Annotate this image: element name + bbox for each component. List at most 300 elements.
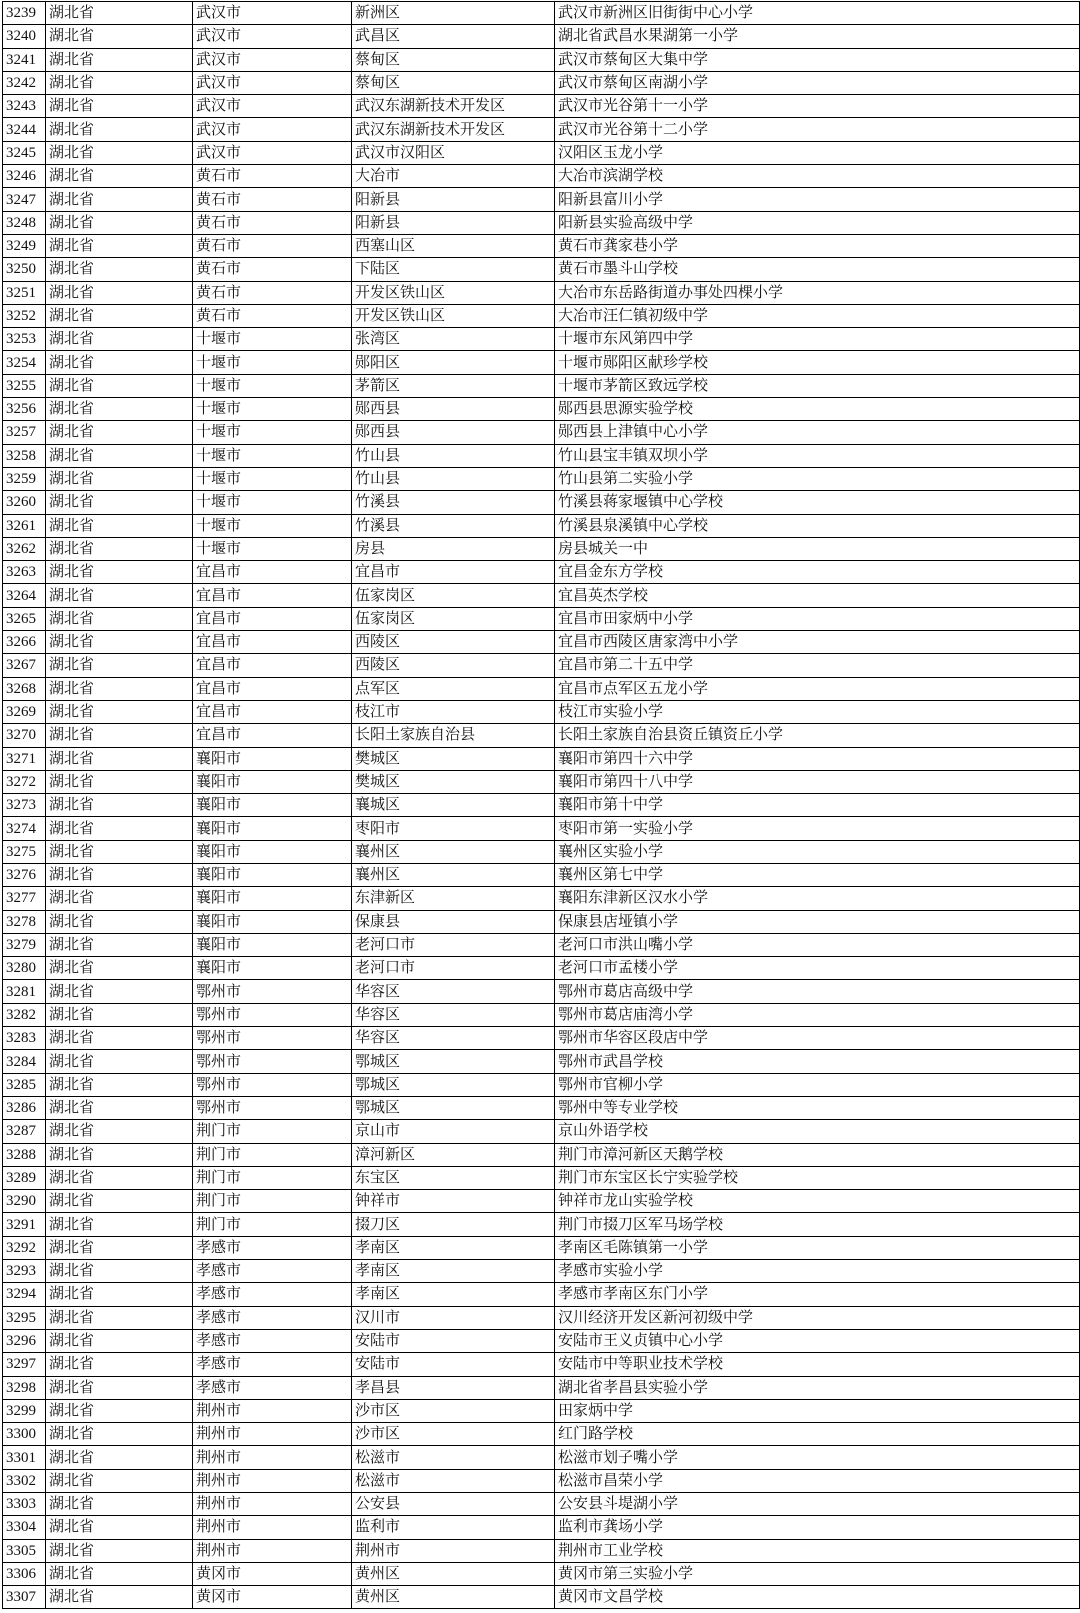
- row-number-cell: 3297: [3, 1353, 46, 1376]
- province-cell: 湖北省: [46, 1306, 193, 1329]
- row-number-cell: 3277: [3, 887, 46, 910]
- province-cell: 湖北省: [46, 607, 193, 630]
- table-row: [3, 1260, 1080, 1283]
- school-name-cell: 孝感市实验小学: [555, 1260, 1080, 1283]
- school-name-cell: 荆州市工业学校: [555, 1539, 1080, 1562]
- row-number-cell: 3273: [3, 794, 46, 817]
- province-cell: 湖北省: [46, 700, 193, 723]
- row-number-cell: 3301: [3, 1446, 46, 1469]
- row-number-cell: 3294: [3, 1283, 46, 1306]
- district-cell: 黄州区: [352, 1586, 555, 1609]
- district-cell: 阳新县: [352, 188, 555, 211]
- province-cell: 湖北省: [46, 537, 193, 560]
- district-cell: 汉川市: [352, 1306, 555, 1329]
- table-row: [3, 1096, 1080, 1119]
- district-cell: 樊城区: [352, 770, 555, 793]
- school-name-cell: 竹溪县泉溪镇中心学校: [555, 514, 1080, 537]
- city-cell: 荆州市: [193, 1423, 352, 1446]
- school-name-cell: 松滋市划子嘴小学: [555, 1446, 1080, 1469]
- district-cell: 伍家岗区: [352, 607, 555, 630]
- district-cell: 茅箭区: [352, 374, 555, 397]
- school-name-cell: 十堰市东风第四中学: [555, 328, 1080, 351]
- school-name-cell: 武汉市新洲区旧街街中心小学: [555, 2, 1080, 25]
- province-cell: 湖北省: [46, 724, 193, 747]
- city-cell: 黄石市: [193, 258, 352, 281]
- province-cell: 湖北省: [46, 165, 193, 188]
- city-cell: 宜昌市: [193, 561, 352, 584]
- district-cell: 竹溪县: [352, 514, 555, 537]
- city-cell: 孝感市: [193, 1306, 352, 1329]
- school-name-cell: 郧西县思源实验学校: [555, 398, 1080, 421]
- table-row: [3, 1120, 1080, 1143]
- province-cell: 湖北省: [46, 1236, 193, 1259]
- province-cell: 湖北省: [46, 1539, 193, 1562]
- table-row: [3, 1143, 1080, 1166]
- school-name-cell: 宜昌市第二十五中学: [555, 654, 1080, 677]
- school-name-cell: 钟祥市龙山实验学校: [555, 1190, 1080, 1213]
- school-name-cell: 黄冈市文昌学校: [555, 1586, 1080, 1609]
- table-row: [3, 1586, 1080, 1609]
- province-cell: 湖北省: [46, 398, 193, 421]
- school-name-cell: 襄阳市第十中学: [555, 794, 1080, 817]
- row-number-cell: 3256: [3, 398, 46, 421]
- row-number-cell: 3249: [3, 234, 46, 257]
- district-cell: 华容区: [352, 980, 555, 1003]
- school-name-cell: 竹山县第二实验小学: [555, 467, 1080, 490]
- table-row: [3, 398, 1080, 421]
- school-name-cell: 大冶市东岳路街道办事处四棵小学: [555, 281, 1080, 304]
- city-cell: 宜昌市: [193, 631, 352, 654]
- school-name-cell: 鄂州市武昌学校: [555, 1050, 1080, 1073]
- school-name-cell: 湖北省武昌水果湖第一小学: [555, 25, 1080, 48]
- table-row: [3, 654, 1080, 677]
- row-number-cell: 3257: [3, 421, 46, 444]
- table-row: [3, 537, 1080, 560]
- city-cell: 武汉市: [193, 2, 352, 25]
- city-cell: 荆州市: [193, 1493, 352, 1516]
- city-cell: 鄂州市: [193, 1073, 352, 1096]
- city-cell: 十堰市: [193, 537, 352, 560]
- province-cell: 湖北省: [46, 1073, 193, 1096]
- district-cell: 东津新区: [352, 887, 555, 910]
- row-number-cell: 3239: [3, 2, 46, 25]
- table-row: [3, 863, 1080, 886]
- city-cell: 荆门市: [193, 1143, 352, 1166]
- district-cell: 公安县: [352, 1493, 555, 1516]
- province-cell: 湖北省: [46, 561, 193, 584]
- province-cell: 湖北省: [46, 141, 193, 164]
- table-row: [3, 1423, 1080, 1446]
- district-cell: 伍家岗区: [352, 584, 555, 607]
- city-cell: 黄石市: [193, 234, 352, 257]
- row-number-cell: 3280: [3, 957, 46, 980]
- city-cell: 荆州市: [193, 1469, 352, 1492]
- city-cell: 孝感市: [193, 1283, 352, 1306]
- province-cell: 湖北省: [46, 1469, 193, 1492]
- school-name-cell: 襄阳市第四十六中学: [555, 747, 1080, 770]
- table-row: [3, 1539, 1080, 1562]
- table-row: [3, 304, 1080, 327]
- province-cell: 湖北省: [46, 1376, 193, 1399]
- city-cell: 襄阳市: [193, 840, 352, 863]
- city-cell: 武汉市: [193, 71, 352, 94]
- city-cell: 十堰市: [193, 421, 352, 444]
- school-name-cell: 竹山县宝丰镇双坝小学: [555, 444, 1080, 467]
- table-row: [3, 980, 1080, 1003]
- row-number-cell: 3289: [3, 1166, 46, 1189]
- province-cell: 湖北省: [46, 1166, 193, 1189]
- table-row: [3, 631, 1080, 654]
- row-number-cell: 3282: [3, 1003, 46, 1026]
- table-row: [3, 1050, 1080, 1073]
- school-name-cell: 孝感市孝南区东门小学: [555, 1283, 1080, 1306]
- row-number-cell: 3275: [3, 840, 46, 863]
- province-cell: 湖北省: [46, 957, 193, 980]
- table-row: [3, 1562, 1080, 1585]
- city-cell: 襄阳市: [193, 957, 352, 980]
- province-cell: 湖北省: [46, 654, 193, 677]
- city-cell: 荆州市: [193, 1399, 352, 1422]
- row-number-cell: 3253: [3, 328, 46, 351]
- row-number-cell: 3260: [3, 491, 46, 514]
- district-cell: 孝南区: [352, 1236, 555, 1259]
- school-name-cell: 十堰市茅箭区致远学校: [555, 374, 1080, 397]
- district-cell: 张湾区: [352, 328, 555, 351]
- province-cell: 湖北省: [46, 328, 193, 351]
- school-name-cell: 武汉市蔡甸区南湖小学: [555, 71, 1080, 94]
- district-cell: 长阳土家族自治县: [352, 724, 555, 747]
- row-number-cell: 3255: [3, 374, 46, 397]
- school-name-cell: 大冶市滨湖学校: [555, 165, 1080, 188]
- school-name-cell: 汉阳区玉龙小学: [555, 141, 1080, 164]
- table-row: [3, 1027, 1080, 1050]
- province-cell: 湖北省: [46, 1190, 193, 1213]
- province-cell: 湖北省: [46, 1562, 193, 1585]
- district-cell: 竹山县: [352, 444, 555, 467]
- row-number-cell: 3261: [3, 514, 46, 537]
- district-cell: 钟祥市: [352, 1190, 555, 1213]
- city-cell: 十堰市: [193, 328, 352, 351]
- city-cell: 黄冈市: [193, 1586, 352, 1609]
- city-cell: 黄石市: [193, 188, 352, 211]
- city-cell: 十堰市: [193, 444, 352, 467]
- table-row: [3, 188, 1080, 211]
- row-number-cell: 3291: [3, 1213, 46, 1236]
- row-number-cell: 3244: [3, 118, 46, 141]
- province-cell: 湖北省: [46, 584, 193, 607]
- row-number-cell: 3295: [3, 1306, 46, 1329]
- province-cell: 湖北省: [46, 304, 193, 327]
- table-row: [3, 1399, 1080, 1422]
- province-cell: 湖北省: [46, 1213, 193, 1236]
- province-cell: 湖北省: [46, 1283, 193, 1306]
- district-cell: 襄州区: [352, 863, 555, 886]
- row-number-cell: 3285: [3, 1073, 46, 1096]
- city-cell: 黄冈市: [193, 1562, 352, 1585]
- city-cell: 宜昌市: [193, 584, 352, 607]
- city-cell: 荆门市: [193, 1190, 352, 1213]
- row-number-cell: 3293: [3, 1260, 46, 1283]
- row-number-cell: 3265: [3, 607, 46, 630]
- city-cell: 十堰市: [193, 398, 352, 421]
- table-row: [3, 700, 1080, 723]
- table-row: [3, 141, 1080, 164]
- city-cell: 黄石市: [193, 304, 352, 327]
- row-number-cell: 3259: [3, 467, 46, 490]
- city-cell: 襄阳市: [193, 863, 352, 886]
- district-cell: 宜昌市: [352, 561, 555, 584]
- city-cell: 鄂州市: [193, 1096, 352, 1119]
- row-number-cell: 3288: [3, 1143, 46, 1166]
- province-cell: 湖北省: [46, 887, 193, 910]
- district-cell: 开发区铁山区: [352, 304, 555, 327]
- table-row: [3, 1306, 1080, 1329]
- district-cell: 华容区: [352, 1027, 555, 1050]
- province-cell: 湖北省: [46, 421, 193, 444]
- table-row: [3, 1213, 1080, 1236]
- row-number-cell: 3298: [3, 1376, 46, 1399]
- province-cell: 湖北省: [46, 1353, 193, 1376]
- city-cell: 武汉市: [193, 48, 352, 71]
- city-cell: 宜昌市: [193, 607, 352, 630]
- school-name-cell: 长阳土家族自治县资丘镇资丘小学: [555, 724, 1080, 747]
- row-number-cell: 3299: [3, 1399, 46, 1422]
- row-number-cell: 3263: [3, 561, 46, 584]
- city-cell: 黄石市: [193, 211, 352, 234]
- district-cell: 保康县: [352, 910, 555, 933]
- city-cell: 鄂州市: [193, 1003, 352, 1026]
- table-row: [3, 351, 1080, 374]
- district-cell: 老河口市: [352, 957, 555, 980]
- table-row: [3, 840, 1080, 863]
- row-number-cell: 3296: [3, 1329, 46, 1352]
- row-number-cell: 3248: [3, 211, 46, 234]
- school-name-cell: 鄂州市葛店高级中学: [555, 980, 1080, 1003]
- row-number-cell: 3284: [3, 1050, 46, 1073]
- district-cell: 襄州区: [352, 840, 555, 863]
- province-cell: 湖北省: [46, 910, 193, 933]
- row-number-cell: 3270: [3, 724, 46, 747]
- city-cell: 荆州市: [193, 1539, 352, 1562]
- table-row: [3, 1493, 1080, 1516]
- school-name-cell: 老河口市洪山嘴小学: [555, 933, 1080, 956]
- table-row: [3, 95, 1080, 118]
- row-number-cell: 3276: [3, 863, 46, 886]
- province-cell: 湖北省: [46, 631, 193, 654]
- school-name-cell: 孝南区毛陈镇第一小学: [555, 1236, 1080, 1259]
- row-number-cell: 3304: [3, 1516, 46, 1539]
- table-row: [3, 933, 1080, 956]
- table-row: [3, 467, 1080, 490]
- row-number-cell: 3262: [3, 537, 46, 560]
- table-row: [3, 444, 1080, 467]
- school-name-cell: 保康县店垭镇小学: [555, 910, 1080, 933]
- table-row: [3, 1353, 1080, 1376]
- row-number-cell: 3247: [3, 188, 46, 211]
- table-row: [3, 491, 1080, 514]
- table-row: [3, 1166, 1080, 1189]
- school-list-table: [2, 1, 1080, 1609]
- table-row: [3, 258, 1080, 281]
- row-number-cell: 3274: [3, 817, 46, 840]
- school-name-cell: 宜昌金东方学校: [555, 561, 1080, 584]
- district-cell: 竹山县: [352, 467, 555, 490]
- province-cell: 湖北省: [46, 1027, 193, 1050]
- row-number-cell: 3245: [3, 141, 46, 164]
- school-name-cell: 公安县斗堤湖小学: [555, 1493, 1080, 1516]
- province-cell: 湖北省: [46, 211, 193, 234]
- table-body: [3, 2, 1080, 1609]
- city-cell: 宜昌市: [193, 654, 352, 677]
- row-number-cell: 3268: [3, 677, 46, 700]
- table-row: [3, 1073, 1080, 1096]
- school-name-cell: 黄石市龚家巷小学: [555, 234, 1080, 257]
- province-cell: 湖北省: [46, 933, 193, 956]
- city-cell: 宜昌市: [193, 724, 352, 747]
- district-cell: 西陵区: [352, 631, 555, 654]
- province-cell: 湖北省: [46, 374, 193, 397]
- district-cell: 孝南区: [352, 1260, 555, 1283]
- school-name-cell: 武汉市蔡甸区大集中学: [555, 48, 1080, 71]
- table-row: [3, 165, 1080, 188]
- district-cell: 西陵区: [352, 654, 555, 677]
- school-name-cell: 荆门市掇刀区军马场学校: [555, 1213, 1080, 1236]
- row-number-cell: 3283: [3, 1027, 46, 1050]
- row-number-cell: 3254: [3, 351, 46, 374]
- school-name-cell: 阳新县实验高级中学: [555, 211, 1080, 234]
- district-cell: 房县: [352, 537, 555, 560]
- province-cell: 湖北省: [46, 747, 193, 770]
- school-name-cell: 京山外语学校: [555, 1120, 1080, 1143]
- table-row: [3, 887, 1080, 910]
- province-cell: 湖北省: [46, 118, 193, 141]
- city-cell: 孝感市: [193, 1236, 352, 1259]
- district-cell: 漳河新区: [352, 1143, 555, 1166]
- table-row: [3, 817, 1080, 840]
- row-number-cell: 3269: [3, 700, 46, 723]
- city-cell: 襄阳市: [193, 933, 352, 956]
- row-number-cell: 3278: [3, 910, 46, 933]
- district-cell: 京山市: [352, 1120, 555, 1143]
- district-cell: 郧西县: [352, 421, 555, 444]
- table-row: [3, 1446, 1080, 1469]
- table-row: [3, 71, 1080, 94]
- city-cell: 鄂州市: [193, 980, 352, 1003]
- row-number-cell: 3281: [3, 980, 46, 1003]
- city-cell: 孝感市: [193, 1260, 352, 1283]
- table-row: [3, 677, 1080, 700]
- city-cell: 襄阳市: [193, 747, 352, 770]
- school-name-cell: 枣阳市第一实验小学: [555, 817, 1080, 840]
- province-cell: 湖北省: [46, 840, 193, 863]
- table-row: [3, 328, 1080, 351]
- district-cell: 开发区铁山区: [352, 281, 555, 304]
- city-cell: 黄石市: [193, 281, 352, 304]
- district-cell: 武汉东湖新技术开发区: [352, 118, 555, 141]
- table-row: [3, 1003, 1080, 1026]
- school-name-cell: 鄂州中等专业学校: [555, 1096, 1080, 1119]
- province-cell: 湖北省: [46, 234, 193, 257]
- city-cell: 荆门市: [193, 1120, 352, 1143]
- district-cell: 蔡甸区: [352, 48, 555, 71]
- city-cell: 十堰市: [193, 514, 352, 537]
- school-name-cell: 武汉市光谷第十一小学: [555, 95, 1080, 118]
- school-name-cell: 襄州区第七中学: [555, 863, 1080, 886]
- row-number-cell: 3251: [3, 281, 46, 304]
- province-cell: 湖北省: [46, 281, 193, 304]
- province-cell: 湖北省: [46, 25, 193, 48]
- district-cell: 沙市区: [352, 1399, 555, 1422]
- table-row: [3, 514, 1080, 537]
- city-cell: 孝感市: [193, 1376, 352, 1399]
- school-name-cell: 安陆市中等职业技术学校: [555, 1353, 1080, 1376]
- district-cell: 襄城区: [352, 794, 555, 817]
- city-cell: 孝感市: [193, 1353, 352, 1376]
- school-name-cell: 十堰市郧阳区献珍学校: [555, 351, 1080, 374]
- district-cell: 孝昌县: [352, 1376, 555, 1399]
- city-cell: 鄂州市: [193, 1027, 352, 1050]
- school-name-cell: 郧西县上津镇中心小学: [555, 421, 1080, 444]
- province-cell: 湖北省: [46, 2, 193, 25]
- row-number-cell: 3266: [3, 631, 46, 654]
- table-row: [3, 118, 1080, 141]
- school-name-cell: 竹溪县蒋家堰镇中心学校: [555, 491, 1080, 514]
- district-cell: 阳新县: [352, 211, 555, 234]
- city-cell: 襄阳市: [193, 910, 352, 933]
- table-row: [3, 48, 1080, 71]
- district-cell: 安陆市: [352, 1353, 555, 1376]
- school-name-cell: 鄂州市官柳小学: [555, 1073, 1080, 1096]
- row-number-cell: 3242: [3, 71, 46, 94]
- school-name-cell: 鄂州市葛店庙湾小学: [555, 1003, 1080, 1026]
- province-cell: 湖北省: [46, 1096, 193, 1119]
- city-cell: 武汉市: [193, 141, 352, 164]
- table-row: [3, 770, 1080, 793]
- city-cell: 十堰市: [193, 351, 352, 374]
- school-name-cell: 红门路学校: [555, 1423, 1080, 1446]
- province-cell: 湖北省: [46, 95, 193, 118]
- district-cell: 鄂城区: [352, 1096, 555, 1119]
- table-row: [3, 724, 1080, 747]
- school-name-cell: 襄州区实验小学: [555, 840, 1080, 863]
- city-cell: 武汉市: [193, 25, 352, 48]
- district-cell: 点军区: [352, 677, 555, 700]
- table-row: [3, 1376, 1080, 1399]
- district-cell: 新洲区: [352, 2, 555, 25]
- city-cell: 武汉市: [193, 95, 352, 118]
- school-name-cell: 宜昌英杰学校: [555, 584, 1080, 607]
- city-cell: 鄂州市: [193, 1050, 352, 1073]
- city-cell: 十堰市: [193, 467, 352, 490]
- school-name-cell: 松滋市昌荣小学: [555, 1469, 1080, 1492]
- province-cell: 湖北省: [46, 1050, 193, 1073]
- row-number-cell: 3241: [3, 48, 46, 71]
- city-cell: 荆门市: [193, 1166, 352, 1189]
- table-row: [3, 281, 1080, 304]
- district-cell: 武汉东湖新技术开发区: [352, 95, 555, 118]
- district-cell: 东宝区: [352, 1166, 555, 1189]
- province-cell: 湖北省: [46, 1329, 193, 1352]
- row-number-cell: 3240: [3, 25, 46, 48]
- school-name-cell: 宜昌市西陵区唐家湾中小学: [555, 631, 1080, 654]
- city-cell: 十堰市: [193, 491, 352, 514]
- province-cell: 湖北省: [46, 1586, 193, 1609]
- table-row: [3, 607, 1080, 630]
- district-cell: 郧西县: [352, 398, 555, 421]
- school-name-cell: 监利市龚场小学: [555, 1516, 1080, 1539]
- school-name-cell: 宜昌市点军区五龙小学: [555, 677, 1080, 700]
- district-cell: 武汉市汉阳区: [352, 141, 555, 164]
